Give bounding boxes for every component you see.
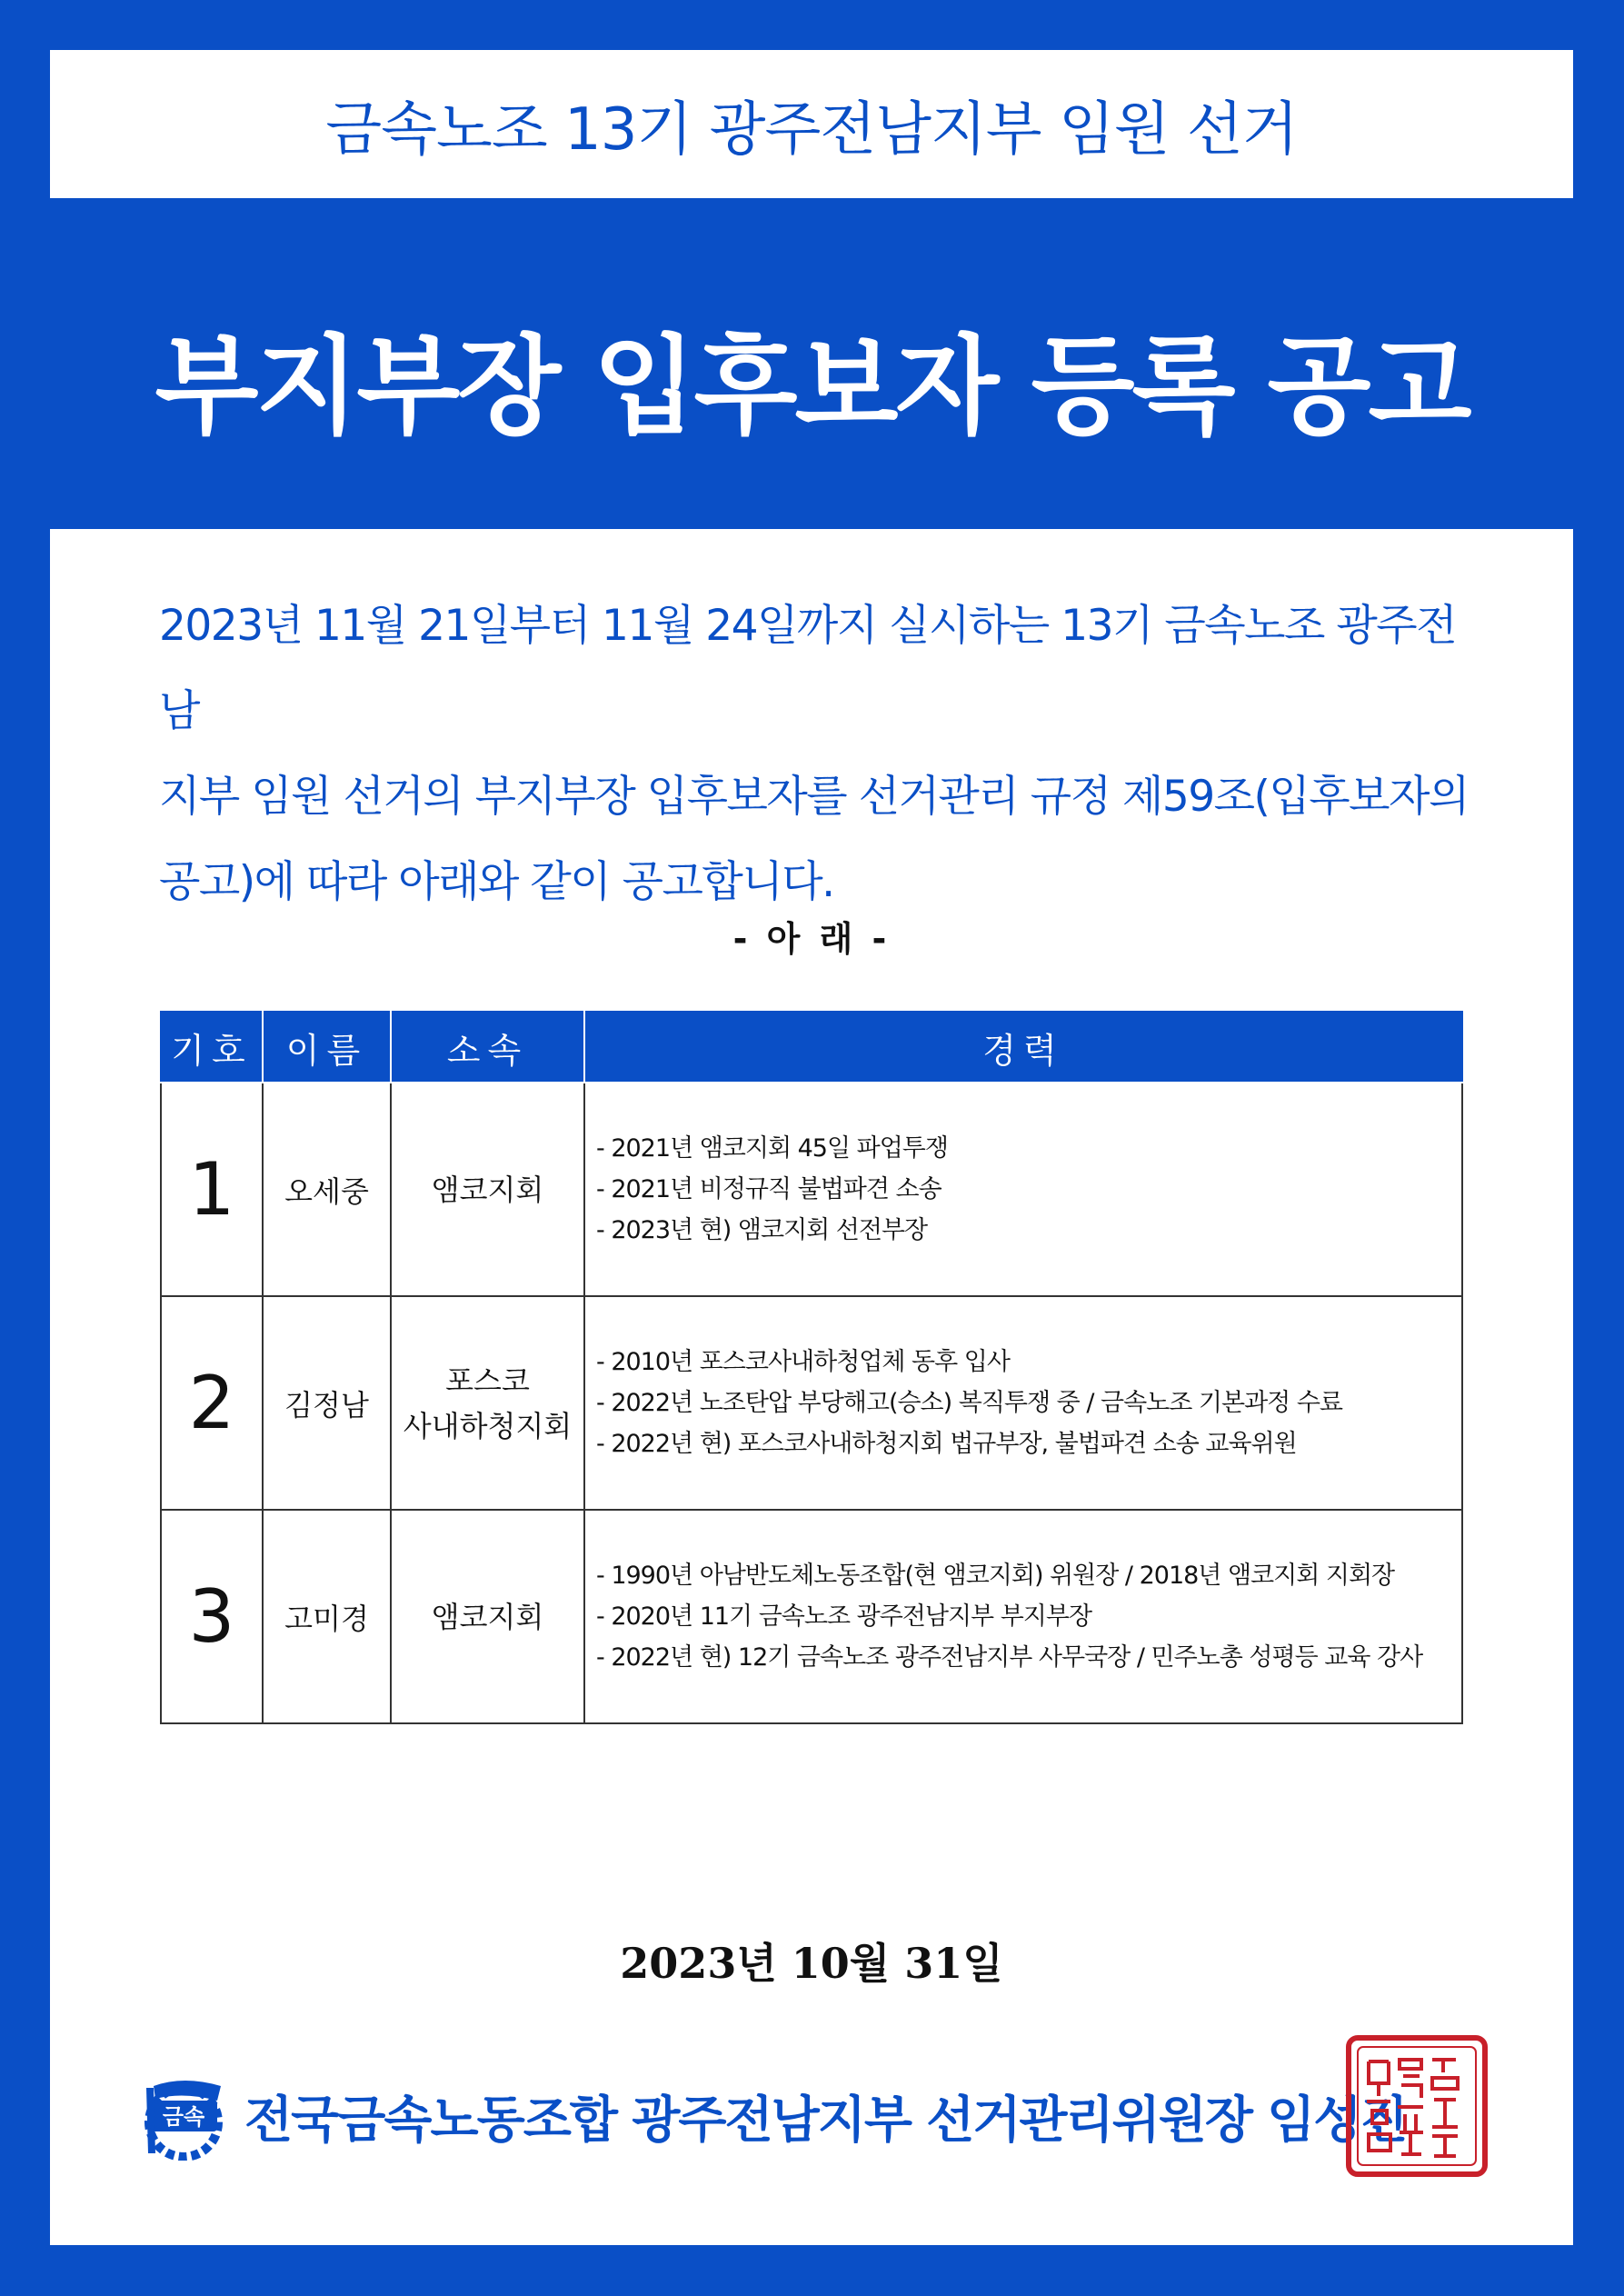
header-affiliation: 소속 [391, 1012, 584, 1083]
election-title: 금속노조 13기 광주전남지부 임원 선거 [325, 95, 1298, 164]
candidate-table [160, 1011, 1463, 1724]
intro-line: 지부 임원 선거의 부지부장 입후보자를 선거관리 규정 제59조(입후보자의 [159, 772, 1469, 822]
affiliation-line: 앰코지회 [431, 1599, 544, 1634]
below-label: - 아 래 - [732, 919, 891, 959]
table-header-row [161, 1012, 1462, 1083]
candidate-name: 오세중 [263, 1083, 391, 1296]
career-item: - 1990년 아남반도체노동조합(현 앰코지회) 위원장 / 2018년 앰코지회 지회장 [596, 1562, 1395, 1590]
intro-line: 2023년 11월 21일부터 11월 24일까지 실시하는 13기 금속노조 광주전남 [159, 601, 1457, 736]
career-item: - 2022년 현) 포스코사내하청지회 법규부장, 불법파견 소송 교육위원 [596, 1430, 1297, 1458]
affiliation-line: 포스코 [445, 1363, 530, 1398]
candidate-name: 고미경 [263, 1510, 391, 1723]
header-number: 기호 [161, 1012, 263, 1083]
table-row [161, 1296, 1462, 1510]
candidate-affiliation [391, 1296, 584, 1510]
notice-title: 부지부장 입후보자 등록 공고 [154, 324, 1470, 449]
candidate-affiliation [391, 1510, 584, 1723]
career-item: - 2022년 노조탄압 부당해고(승소) 복직투쟁 중 / 금속노조 기본과정 수료 [596, 1389, 1342, 1417]
candidate-number: 2 [161, 1296, 263, 1510]
intro-line: 공고)에 따라 아래와 같이 공고합니다. [159, 857, 834, 907]
official-seal-icon [1345, 2034, 1489, 2178]
career-item: - 2010년 포스코사내하청업체 동후 입사 [596, 1348, 1010, 1376]
career-item: - 2020년 11기 금속노조 광주전남지부 부지부장 [596, 1602, 1092, 1631]
affiliation-line: 사내하청지회 [403, 1408, 573, 1443]
candidate-name: 김정남 [263, 1296, 391, 1510]
header-career: 경력 [584, 1012, 1462, 1083]
candidate-number: 1 [161, 1083, 263, 1296]
candidate-career [584, 1083, 1462, 1296]
table-row [161, 1510, 1462, 1723]
union-logo-icon [134, 2070, 234, 2161]
candidate-affiliation [391, 1083, 584, 1296]
affiliation-line: 앰코지회 [431, 1172, 544, 1207]
career-item: - 2021년 앰코지회 45일 파업투쟁 [596, 1134, 948, 1163]
candidate-number: 3 [161, 1510, 263, 1723]
career-item: - 2021년 비정규직 불법파견 소송 [596, 1175, 942, 1203]
notice-panel [50, 529, 1573, 2245]
table-row [161, 1083, 1462, 1296]
header-name: 이름 [263, 1012, 391, 1083]
election-title-band [50, 50, 1573, 198]
candidate-career [584, 1296, 1462, 1510]
issuer-footer [134, 2065, 1407, 2165]
notice-date: 2023년 10월 31일 [620, 1939, 1003, 1988]
issuer-name: 전국금속노동조합 광주전남지부 선거관리위원장 임성진 [244, 2090, 1407, 2149]
candidate-career [584, 1510, 1462, 1723]
logo-text: 금속 [162, 2104, 205, 2130]
career-item: - 2022년 현) 12기 금속노조 광주전남지부 사무국장 / 민주노총 성평등 교육 강사 [596, 1643, 1423, 1672]
career-item: - 2023년 현) 앰코지회 선전부장 [596, 1216, 928, 1244]
intro-paragraph [159, 584, 1477, 925]
